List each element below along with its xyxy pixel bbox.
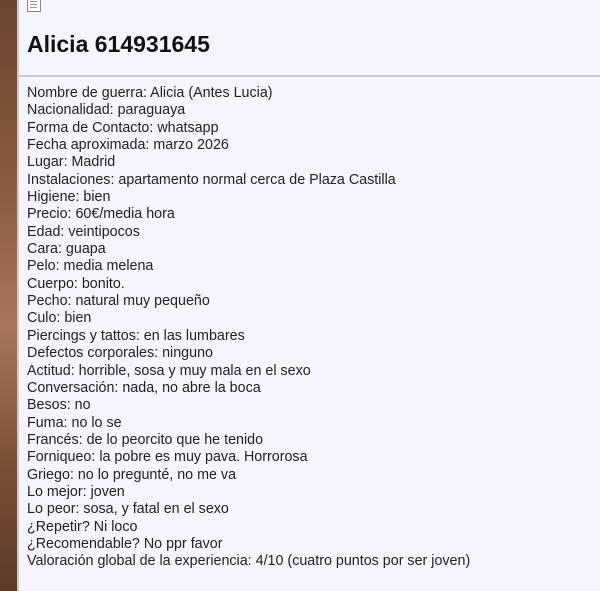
detail-item: Forniqueo: la pobre es muy pava. Horrorosa xyxy=(27,449,308,466)
detail-item: Fuma: no lo se xyxy=(27,414,122,431)
panel-border xyxy=(17,0,19,591)
details-list xyxy=(27,85,470,571)
detail-item: Piercings y tattos: en las lumbares xyxy=(27,327,245,344)
detail-item: Fecha aproximada: marzo 2026 xyxy=(27,137,229,154)
detail-item: Cuerpo: bonito. xyxy=(27,275,125,292)
detail-item: ¿Recomendable? No ppr favor xyxy=(27,535,223,552)
document-icon xyxy=(27,0,41,12)
detail-item: Valoración global de la experiencia: 4/10 (cuatro puntos por ser joven) xyxy=(27,553,471,570)
profile-photo-strip xyxy=(0,0,17,591)
detail-item: Forma de Contacto: whatsapp xyxy=(27,119,219,136)
detail-item: Nombre de guerra: Alicia (Antes Lucia) xyxy=(27,85,273,101)
detail-item: ¿Repetir? Ni loco xyxy=(27,518,138,535)
detail-item: Edad: veintipocos xyxy=(27,223,140,240)
detail-item: Defectos corporales: ninguno xyxy=(27,345,213,362)
detail-item: Lugar: Madrid xyxy=(27,154,116,171)
detail-item: Griego: no lo pregunté, no me va xyxy=(27,466,237,483)
detail-item: Conversación: nada, no abre la boca xyxy=(27,379,261,396)
detail-item: Culo: bien xyxy=(27,310,92,327)
detail-item: Francés: de lo peorcito que he tenido xyxy=(27,431,264,448)
detail-item: Actitud: horrible, sosa y muy mala en el sexo xyxy=(27,362,311,379)
detail-item: Lo mejor: joven xyxy=(27,483,125,500)
detail-item: Cara: guapa xyxy=(27,241,106,258)
detail-item: Precio: 60€/media hora xyxy=(27,206,175,223)
detail-item: Pecho: natural muy pequeño xyxy=(27,293,210,310)
divider xyxy=(19,75,600,77)
detail-item: Higiene: bien xyxy=(27,189,111,206)
detail-item: Besos: no xyxy=(27,397,91,414)
detail-item: Lo peor: sosa, y fatal en el sexo xyxy=(27,501,229,518)
detail-item: Instalaciones: apartamento normal cerca de Plaza Castilla xyxy=(27,171,396,188)
post-title: Alicia 614931645 xyxy=(27,31,210,57)
detail-item: Pelo: media melena xyxy=(27,258,154,275)
detail-item: Nacionalidad: paraguaya xyxy=(27,102,186,119)
